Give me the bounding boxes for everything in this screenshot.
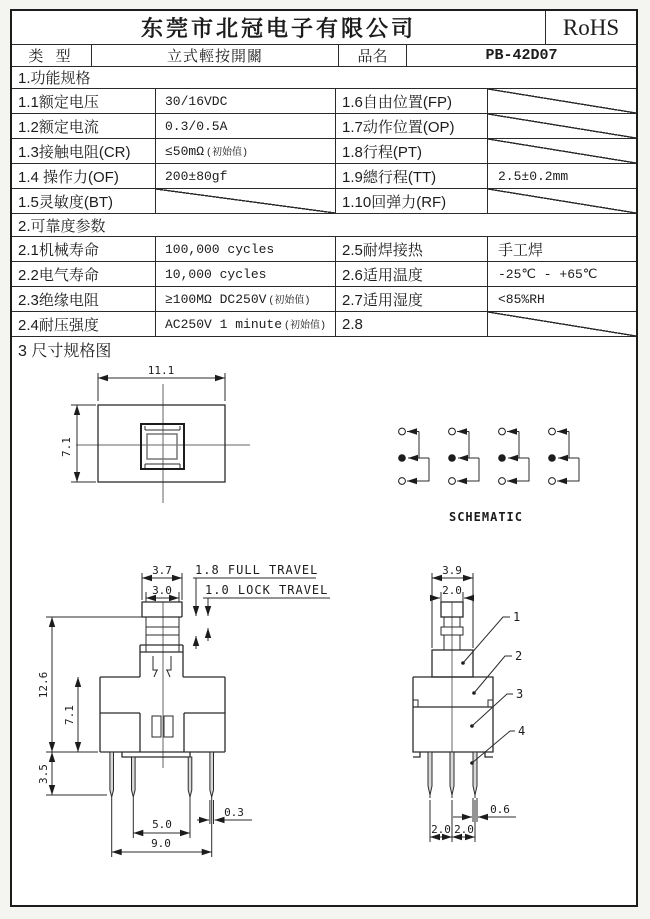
front-shaft-width-dim: 3.0 bbox=[152, 584, 172, 597]
spec-label: 2.3绝缘电阻 bbox=[18, 291, 99, 309]
spec-label: 1.1额定电压 bbox=[18, 93, 99, 111]
empty-cell-diagonal bbox=[487, 189, 636, 213]
spec-value-note: (初始值) bbox=[206, 148, 249, 159]
table-row bbox=[12, 237, 636, 262]
front-total-height-dim: 12.6 bbox=[37, 671, 50, 699]
table-row bbox=[12, 287, 636, 312]
front-body-height-dim: 7.1 bbox=[63, 705, 76, 725]
section3-header: 3 尺寸规格图 bbox=[18, 342, 112, 360]
table-row bbox=[12, 89, 636, 114]
table-row bbox=[12, 262, 636, 287]
type-label: 类 型 bbox=[28, 48, 75, 65]
switch-symbol bbox=[498, 428, 529, 484]
front-pin-thickness-dim: 0.3 bbox=[224, 806, 244, 819]
spec-value-note: (初始值) bbox=[284, 321, 327, 332]
spec-label: 1.3接触电阻(CR) bbox=[18, 143, 131, 161]
side-cap-width-dim: 3.9 bbox=[442, 564, 462, 577]
dimension-drawing bbox=[12, 361, 636, 905]
part-name-label: 品名 bbox=[338, 45, 406, 66]
side-pin-thickness-dim: 0.6 bbox=[490, 803, 510, 816]
table-row bbox=[12, 312, 636, 337]
spec-label: 2.8 bbox=[335, 312, 487, 336]
empty-cell-diagonal bbox=[487, 89, 636, 113]
spec-value: 手工焊 bbox=[487, 237, 636, 261]
side-view-pins bbox=[428, 752, 477, 798]
callout-1: 1 bbox=[513, 610, 521, 624]
spec-label: 1.10回弹力(RF) bbox=[335, 189, 487, 213]
switch-symbol bbox=[548, 428, 579, 484]
table-row bbox=[12, 139, 636, 164]
type-row bbox=[12, 45, 636, 67]
company-title: 东莞市北冠电子有限公司 bbox=[140, 16, 416, 41]
spec-label: 1.6自由位置(FP) bbox=[335, 89, 487, 113]
lock-travel-label: 1.0 LOCK TRAVEL bbox=[205, 583, 329, 597]
spec-value: <85%RH bbox=[487, 287, 636, 311]
spec-value-text: ≥100MΩ DC250V bbox=[165, 291, 267, 307]
empty-cell-diagonal bbox=[155, 189, 335, 213]
spec-label: 1.2额定电流 bbox=[18, 118, 99, 136]
part-number: PB-42D07 bbox=[406, 45, 636, 66]
top-view-width-dim: 11.1 bbox=[147, 364, 175, 377]
spec-value: 10,000 cycles bbox=[155, 262, 335, 286]
empty-cell-diagonal bbox=[487, 312, 636, 336]
table-row bbox=[12, 189, 636, 214]
schematic-label: SCHEMATIC bbox=[448, 510, 524, 524]
spec-label: 2.6适用温度 bbox=[335, 262, 487, 286]
front-outer-pin-span-dim: 9.0 bbox=[151, 837, 171, 850]
empty-cell-diagonal bbox=[487, 114, 636, 138]
header-row bbox=[12, 11, 636, 45]
top-view-height-dim: 7.1 bbox=[60, 437, 73, 457]
spec-value: 200±80gf bbox=[155, 164, 335, 188]
datasheet-frame bbox=[10, 9, 638, 907]
spec-label: 1.9總行程(TT) bbox=[335, 164, 487, 188]
section1-header: 1.功能规格 bbox=[12, 67, 636, 89]
spec-value bbox=[155, 287, 335, 311]
table-row bbox=[12, 164, 636, 189]
side-pin-pitch-right-dim: 2.0 bbox=[454, 823, 474, 836]
spec-label: 2.7适用湿度 bbox=[335, 287, 487, 311]
side-view-drawing bbox=[413, 564, 525, 842]
spec-value-text: ≤50mΩ bbox=[165, 143, 205, 159]
spec-value: 30/16VDC bbox=[155, 89, 335, 113]
callout-4: 4 bbox=[518, 724, 526, 738]
full-travel-label: 1.8 FULL TRAVEL bbox=[195, 563, 319, 577]
spec-value-note: (初始值) bbox=[268, 296, 311, 307]
switch-symbol bbox=[448, 428, 479, 484]
callout-2: 2 bbox=[515, 649, 523, 663]
spec-label: 1.8行程(PT) bbox=[335, 139, 487, 163]
type-value: 立式輕按開關 bbox=[91, 45, 338, 66]
front-inner-pin-span-dim: 5.0 bbox=[152, 818, 172, 831]
side-pin-pitch-left-dim: 2.0 bbox=[431, 823, 451, 836]
spec-label: 2.4耐压强度 bbox=[18, 316, 99, 334]
table-row bbox=[12, 114, 636, 139]
rohs-badge: RoHS bbox=[545, 11, 636, 44]
spec-label: 1.7动作位置(OP) bbox=[335, 114, 487, 138]
callout-3: 3 bbox=[516, 687, 524, 701]
schematic-diagram bbox=[398, 428, 579, 524]
spec-label: 2.1机械寿命 bbox=[18, 241, 99, 259]
spec-label: 2.5耐焊接热 bbox=[335, 237, 487, 261]
spec-label: 1.4 操作力(OF) bbox=[18, 168, 119, 186]
switch-symbol bbox=[398, 428, 429, 484]
spec-value: -25℃ - +65℃ bbox=[487, 262, 636, 286]
spec-label: 1.5灵敏度(BT) bbox=[18, 193, 114, 211]
front-view-pins bbox=[110, 752, 214, 800]
empty-cell-diagonal bbox=[487, 139, 636, 163]
side-shaft-width-dim: 2.0 bbox=[442, 584, 462, 597]
spec-value: 100,000 cycles bbox=[155, 237, 335, 261]
spec-value: 2.5±0.2mm bbox=[487, 164, 636, 188]
spec-value-text: AC250V 1 minute bbox=[165, 316, 283, 332]
front-cap-width-dim: 3.7 bbox=[152, 564, 172, 577]
top-view-drawing bbox=[60, 364, 250, 503]
section2-header: 2.可靠度参数 bbox=[12, 214, 636, 237]
spec-label: 2.2电气寿命 bbox=[18, 266, 99, 284]
spec-value bbox=[155, 312, 335, 336]
spec-value bbox=[155, 139, 335, 163]
spec-value: 0.3/0.5A bbox=[155, 114, 335, 138]
front-view-drawing bbox=[37, 563, 330, 857]
front-pin-length-dim: 3.5 bbox=[37, 764, 50, 784]
